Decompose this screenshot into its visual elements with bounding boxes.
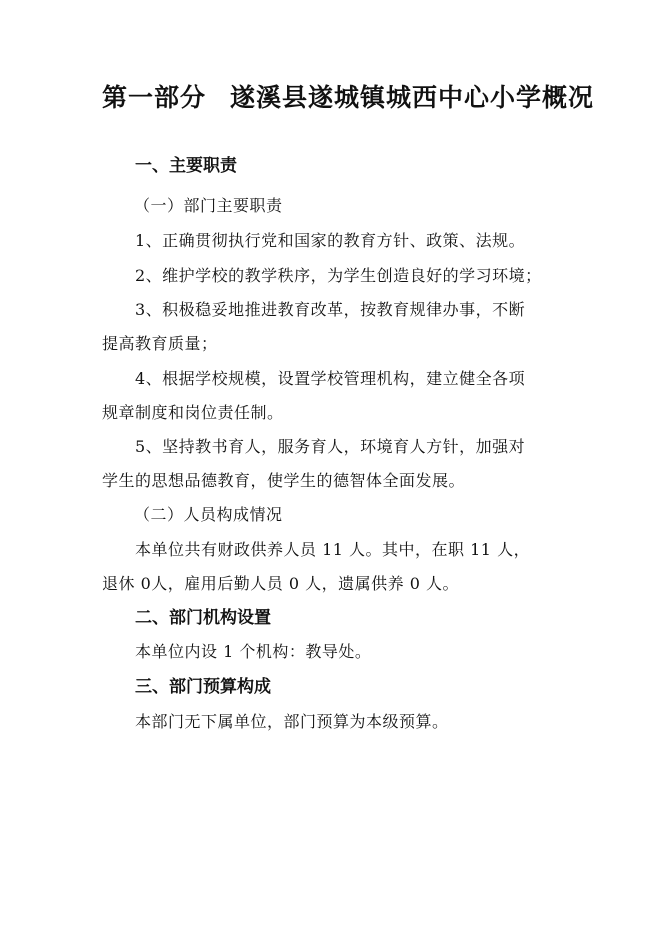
duty-item-3-line-1: 3、积极稳妥地推进教育改革，按教育规律办事，不断 xyxy=(135,300,526,319)
staffing-text-line-2: 退休 0人，雇用后勤人员 0 人，遗属供养 0 人。 xyxy=(102,574,459,593)
duty-item-5-line-1: 5、坚持教书育人，服务育人，环境育人方针，加强对 xyxy=(135,437,526,456)
budget-text: 本部门无下属单位，部门预算为本级预算。 xyxy=(135,712,449,731)
title-part: 第一部分 xyxy=(102,83,207,112)
section-heading-organization: 二、部门机构设置 xyxy=(135,608,271,628)
subsection-heading-staffing: （二）人员构成情况 xyxy=(134,505,283,524)
duty-item-2: 2、维护学校的教学秩序，为学生创造良好的学习环境； xyxy=(135,266,542,285)
duty-item-3-line-2: 提高教育质量； xyxy=(102,334,218,353)
section-heading-duties: 一、主要职责 xyxy=(135,156,237,176)
organization-text: 本单位内设 1 个机构：教导处。 xyxy=(135,642,372,661)
page-title xyxy=(102,80,595,116)
section-heading-budget: 三、部门预算构成 xyxy=(135,677,271,697)
duty-item-4-line-1: 4、根据学校规模，设置学校管理机构，建立健全各项 xyxy=(135,369,526,388)
duty-item-1: 1、正确贯彻执行党和国家的教育方针、政策、法规。 xyxy=(135,231,526,250)
staffing-text-line-1: 本单位共有财政供养人员 11 人。其中，在职 11 人， xyxy=(135,540,531,559)
title-name: 遂溪县遂城镇城西中心小学概况 xyxy=(230,83,595,112)
duty-item-5-line-2: 学生的思想品德教育，使学生的德智体全面发展。 xyxy=(102,471,466,490)
subsection-heading-department-duties: （一）部门主要职责 xyxy=(134,196,283,215)
duty-item-4-line-2: 规章制度和岗位责任制。 xyxy=(102,403,284,422)
